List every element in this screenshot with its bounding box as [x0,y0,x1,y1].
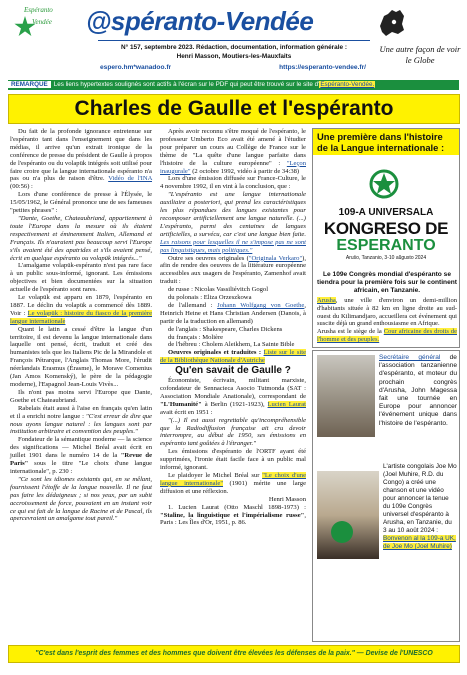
ina-video-link[interactable]: Vidéo de l'INA [108,175,152,183]
col1-paragraph: L'amalgame volapük-espéranto n'est pas rare face à un public sous-informé, ignorant. Les émissions objectives et bien documentées sur la situation actuelle de l'espéranto sont rares. [10,262,152,294]
logo-text-1: Espéranto [24,6,53,14]
col2-paragraph: Les émissions d'espéranto de l'ORTF ayant été supprimées, l'ironie était facile face à un public mal informé, ignorant. [160,448,306,472]
col1-paragraph: Ils n'ont pas moins servi l'Europe que Dante, Goethe et Chateaubriand. [10,388,152,404]
col2-paragraph: Lors d'une émission diffusée sur France-Culture, le 4 novembre 1992, il en vint à la conclusion, que : [160,175,306,191]
eco-quote: "L'espéranto est une langue internationale auxiliaire a posteriori, qui prend les caractéristiques les plus répandues des langues existantes pour recomposer artificiellement une langue naturelle. (...) L'espéranto, parmi des centaines de langues artificielles, a survécu, car c'est une langue bien faite. Les raisons pour lesquelles il ne s'impose pas ne sont pas linguistiques, mais politiques." [160,191,306,254]
logo [10,6,70,46]
globe-map-icon [374,4,410,40]
column-2 [160,128,306,527]
goethe-link[interactable]: Johann Wolfgang von Goethe [217,301,305,309]
remark-site-link[interactable]: Espéranto-Vendée. [320,81,375,88]
choix-langue-link[interactable]: "Le choix d'une langue internationale" [160,471,306,487]
col2-paragraph: de russe : Nicolas Vassiliévitch Gogol [168,286,269,294]
col1-paragraph: Quant le latin a cessé d'être la langue d'un territoire, il est devenu la langue internationale dans laquelle ont pensé, écrit, traduit et créé des humanistes tels que les Italiens Pic de la Mirandole et François Pétrarque, l'Anglais Thomas More, l'érudit néerlandais Erasmus (Érasme), le Morave Comenius (Jan Amos Komenský), le père de la pédagogie moderne), l'Espagnol Jean-Louis Vivès... [10,325,152,388]
issue-line: N° 157, septembre 2023. Rédaction, documentation, information générale : [121,44,347,51]
remark-text: Les liens hypertextes soulignés sont actifs à l'écran sur le PDF qui peut être trouvé sur le site d' [53,81,320,88]
laurat-quote: "(...) Il est aussi regrettable qu'incompréhensible que la Radiodiffusion française ait cru devoir interrompre, au début de 1950, ses émissions en espéranto tant goûtées à l'étranger." [160,416,306,448]
secretary-box [312,350,460,642]
logo-text-2: Vendée [32,18,52,26]
joe-mo-text: L'artiste congolais Joe Mo (Joel Muhire, R.D. du Congo) a créé une chanson et une vidéo pour annoncer la tenue du 109e Congrès universel d'espéranto à Arusha, en Tanzanie, du 3 au 10 août 2024 : Bonvenon al la 109-a UK, de Joe Mo (Joel Muhire) [383,463,457,550]
col2-paragraph: de l'anglais : Shakespeare, Charles Dickens [168,325,283,333]
signature: Henri Masson [268,495,306,503]
lucien-laurat-link[interactable]: Lucien Laurat [267,400,306,408]
header [8,4,460,80]
col2-paragraph: de l'allemand : Johann Wolfgang von Goethe, Heinrich Heine et Hans Christian Andersen (Danois, à partir de la traduction en allemand) [160,301,306,325]
page-title: Charles de Gaulle et l'espéranto [74,97,394,120]
degaulle-quote: "Dante, Goethe, Chateaubriand, appartiennent à toute l'Europe dans la mesure où ils étaient respectivement et éminemment Italien, Allemand et Français. Ils n'auraient pas beaucoup servi l'Europe s'ils avaient été des apatrides et s'ils avaient pensé, écrit en quelque espéranto ou volapük intégrés..." [10,214,152,262]
col1-paragraph: Rabelais était aussi à l'aise en français qu'en latin et il a enrichi notre langue : "C'est erreur de dire que nous ayons langue naturel : les langues sont par institution arbitraire et convention des peuples." [10,404,152,436]
column-1 [10,128,152,523]
eco-quote-link[interactable]: Les raisons pour lesquelles il ne s'impose pas ne sont pas linguistiques, mais politiques." [160,238,306,254]
congress-dates: Aruŝo, Tanzanio, 3-10 aŭgusto 2024 [345,255,427,261]
editor-line: Henri Masson, Moutiers-les-Mauxfaits [176,52,292,60]
col2-paragraph: du polonais : Eliza Orzeszkowa [168,294,252,302]
secretary-text: Secrétaire général de l'association tanzanienne d'espéranto, et moteur du prochain congrès d'Arusha, John Magessa fait une tournée en Europe pour annoncer l'événement unique dans l'histoire de l'espéranto. [379,354,457,427]
col2-paragraph: Économiste, écrivain, militant marxiste, cofondateur de Sennacieca Asocio Tutmonda (SAT : Association Mondiale Anationale), correspondant de "L'Humanité" à Berlin (1921-1923), Lucien Laurat avait écrit en 1951 : [160,377,306,416]
secretary-general-link[interactable]: Secrétaire général [379,354,441,361]
breal-quote: "Ce sont les idiomes existants qui, en se mêlant, fournissent l'étoffe de la langue nouvelle. Il ne faut pas faire les dédaigneux ; si nos yeux, par un subit accroissement de force, pouvaient en un instant voir ce qui est fait de la langue de Racine et de Pascal, ils apercevraient un amalgame tout pareil." [10,475,152,523]
joe-mo-photo [317,471,379,559]
african-court-link[interactable]: Cour africaine des droits de l'homme et des peuples. [317,328,457,343]
congress-announcement: Le 109e Congrès mondial d'espéranto se tiendra pour la première fois sur le continent africain, en Tanzanie. [317,271,457,294]
congress-box-heading: Une première dans l'histoire de la Langue internationale : [313,129,459,155]
title-bar [8,94,460,124]
col2-paragraph: Le plaidoyer le Michel Bréal sur "Le choix d'une langue internationale" (1901) mérite une large diffusion et une réflexion. [160,471,306,495]
brand-title: @spéranto-Vendée [86,6,314,36]
col2-paragraph: Oeuvres originales et traduites : Liste sur le site de la Bibliothèque Nationale d'Autriche [160,349,306,365]
remark-bar [8,80,459,90]
bn-autriche-link[interactable]: Liste sur le site de la Bibliothèque Nationale d'Autriche [160,349,306,365]
unesco-motto: "C'est dans l'esprit des femmes et des hommes que doivent être élevées les défenses de la paix." — Devise de l'UNESCO [8,645,460,663]
john-magessa-photo [317,355,375,437]
email-link[interactable]: espero.hm*wanadoo.fr [100,64,172,71]
col2-paragraph: Après avoir reconnu s'être moqué de l'espéranto, le professeur Umberto Eco avait été amené à l'étudier pour préparer un cours au Collège de France sur le thème de "La quête d'une langue parfaite dans l'histoire de la culture européenne" : "Leçon inaugurale" (2 octobre 1992, vidéo à partir de 34:38) [160,128,306,175]
col1-paragraph: Le volapük est apparu en 1879, l'espéranto en 1887. Le déclin du volapük a commencé dès 1889. Voir : Le volapük : histoire du fiasco de la première langue internationale [10,294,153,325]
col1-paragraph: Fondateur de la sémantique moderne — la science des significations — Michel Bréal avait écrit en juillet 1901 dans le numéro 14 de la "Revue de Paris" sous le titre "Le choix d'une langue internationale", p. 230 : [10,436,153,475]
header-rule [98,40,370,41]
col2-paragraph: du français : Molière [168,333,224,341]
congress-description: Arusha, une ville d'environ un demi-million d'habitants située à 82 km en ligne droite au sud-ouest du Kilimandjaro, accueillera cet événement qui suscite déjà un grand enthousiasme en Afrique. Arusha est le siège de la Cour africaine des droits de l'homme et des peuples. [317,297,457,343]
originala-verkaro-link[interactable]: "Originala Verkaro" [248,254,303,262]
congress-logo-icon [369,169,399,199]
congress-number: 109-A UNIVERSALA [338,207,434,218]
website-link[interactable]: https://esperanto-vendee.fr/ [279,64,366,71]
congress-poster [317,169,455,267]
congress-esperanto: ESPERANTO [336,237,436,254]
remark-tag: REMARQUE [8,81,51,88]
col1-paragraph: Du fait de la profonde ignorance entretenue sur l'espéranto tant dans l'enseignement que dans les médias, il arrive qu'un extrait ironique de la conférence de presse du président de Gaulle à propos de l'espéranto ou du volapük intégrés soit utilisé pour faire croire que la langue internationale espéranto n'a pas ou n'a plus de raison d'être. Vidéo de l'INA (00:56) : [10,128,152,191]
lecon-inaugurale-link[interactable]: "Leçon inaugurale" [160,159,306,175]
issue-info [98,44,370,61]
bonvenon-video-link[interactable]: Bonvenon al la 109-a UK, de Joe Mo (Joel Muhire) [383,535,456,550]
arusha-link[interactable]: Arusha [317,297,336,304]
section-subheading: Qu'en savait de Gaulle ? [175,365,291,377]
tagline: Une autre façon de voir le Globe [379,44,461,65]
volapuk-link[interactable]: Le volapük : histoire du fiasco de la première langue internationale [10,309,153,325]
col2-paragraph: Outre ses oeuvres originales ("Originala Verkaro"), afin de rendre des oeuvres de la littérature européenne accessibles aux usagers de l'espéranto, Zamenhof avait traduit : [160,254,307,286]
congress-kongreso: KONGRESO DE [323,219,449,238]
col2-paragraph: de l'hébreu : Cholem Aleikhem, La Sainte Bible [168,341,295,349]
congress-box [312,128,460,348]
col1-paragraph: Lors d'une conférence de presse à l'Élysée, le 15/05/1962, le Général prononce une de ses fameuses "petites phrases" : [10,191,152,215]
esperanto-badge-icon [331,521,353,543]
footnote: 1. Lucien Laurat (Otto Maschl 1898-1973) : "Staline, la linguistique et l'impérialisme russe", Paris : Les Îles d'Or, 1951, p. 86. [160,503,306,527]
